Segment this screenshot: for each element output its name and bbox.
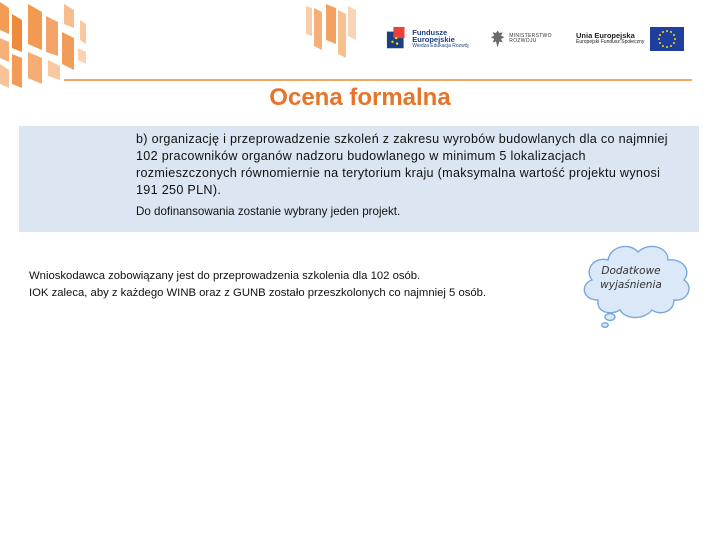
fundusze-name: Fundusze Europejskie bbox=[412, 27, 455, 45]
criterion-item-b: b) organizację i przeprowadzenie szkoleń z zakresu wyrobów budowlanych dla co najmniej 102 pracowników organów nadzoru budowlanego w minimum 5 lokalizacjach rozmieszczonych równomiernie na terytorium kraju (maksymalna wartość projektu wynosi 191 250 PLN). bbox=[136, 132, 668, 197]
cloud-line-2: wyjaśnienia bbox=[600, 279, 662, 291]
logo-strip bbox=[386, 20, 696, 58]
eu-flag-icon bbox=[650, 27, 684, 51]
unia-name: Unia Europejska bbox=[576, 30, 635, 40]
eagle-emblem-icon bbox=[490, 28, 505, 50]
header-divider bbox=[64, 79, 692, 81]
fundusze-subtitle: Wiedza Edukacja Rozwój bbox=[412, 43, 469, 50]
page-title: Ocena formalna bbox=[269, 84, 451, 111]
cloud-label bbox=[592, 264, 670, 292]
funding-note: Do dofinansowania zostanie wybrany jeden projekt. bbox=[136, 205, 401, 218]
body-text bbox=[29, 268, 559, 302]
ministerstwo-logo bbox=[490, 28, 570, 50]
ministerstwo-name: MINISTERSTWO ROZWOJU bbox=[509, 32, 552, 44]
body-line-1: Wnioskodawca zobowiązany jest do przeprowadzenia szkolenia dla 102 osób. bbox=[29, 270, 421, 282]
unia-subtitle: Europejski Fundusz Społeczny bbox=[576, 39, 645, 46]
body-line-2: IOK zaleca, aby z każdego WINB oraz z GUNB zostało przeszkolonych co najmniej 5 osób. bbox=[29, 287, 487, 299]
unia-europejska-logo bbox=[576, 27, 684, 51]
cloud-line-1: Dodatkowe bbox=[601, 265, 661, 277]
fundusze-europejskie-logo bbox=[386, 25, 486, 53]
fundusze-europejskie-icon bbox=[386, 25, 408, 53]
